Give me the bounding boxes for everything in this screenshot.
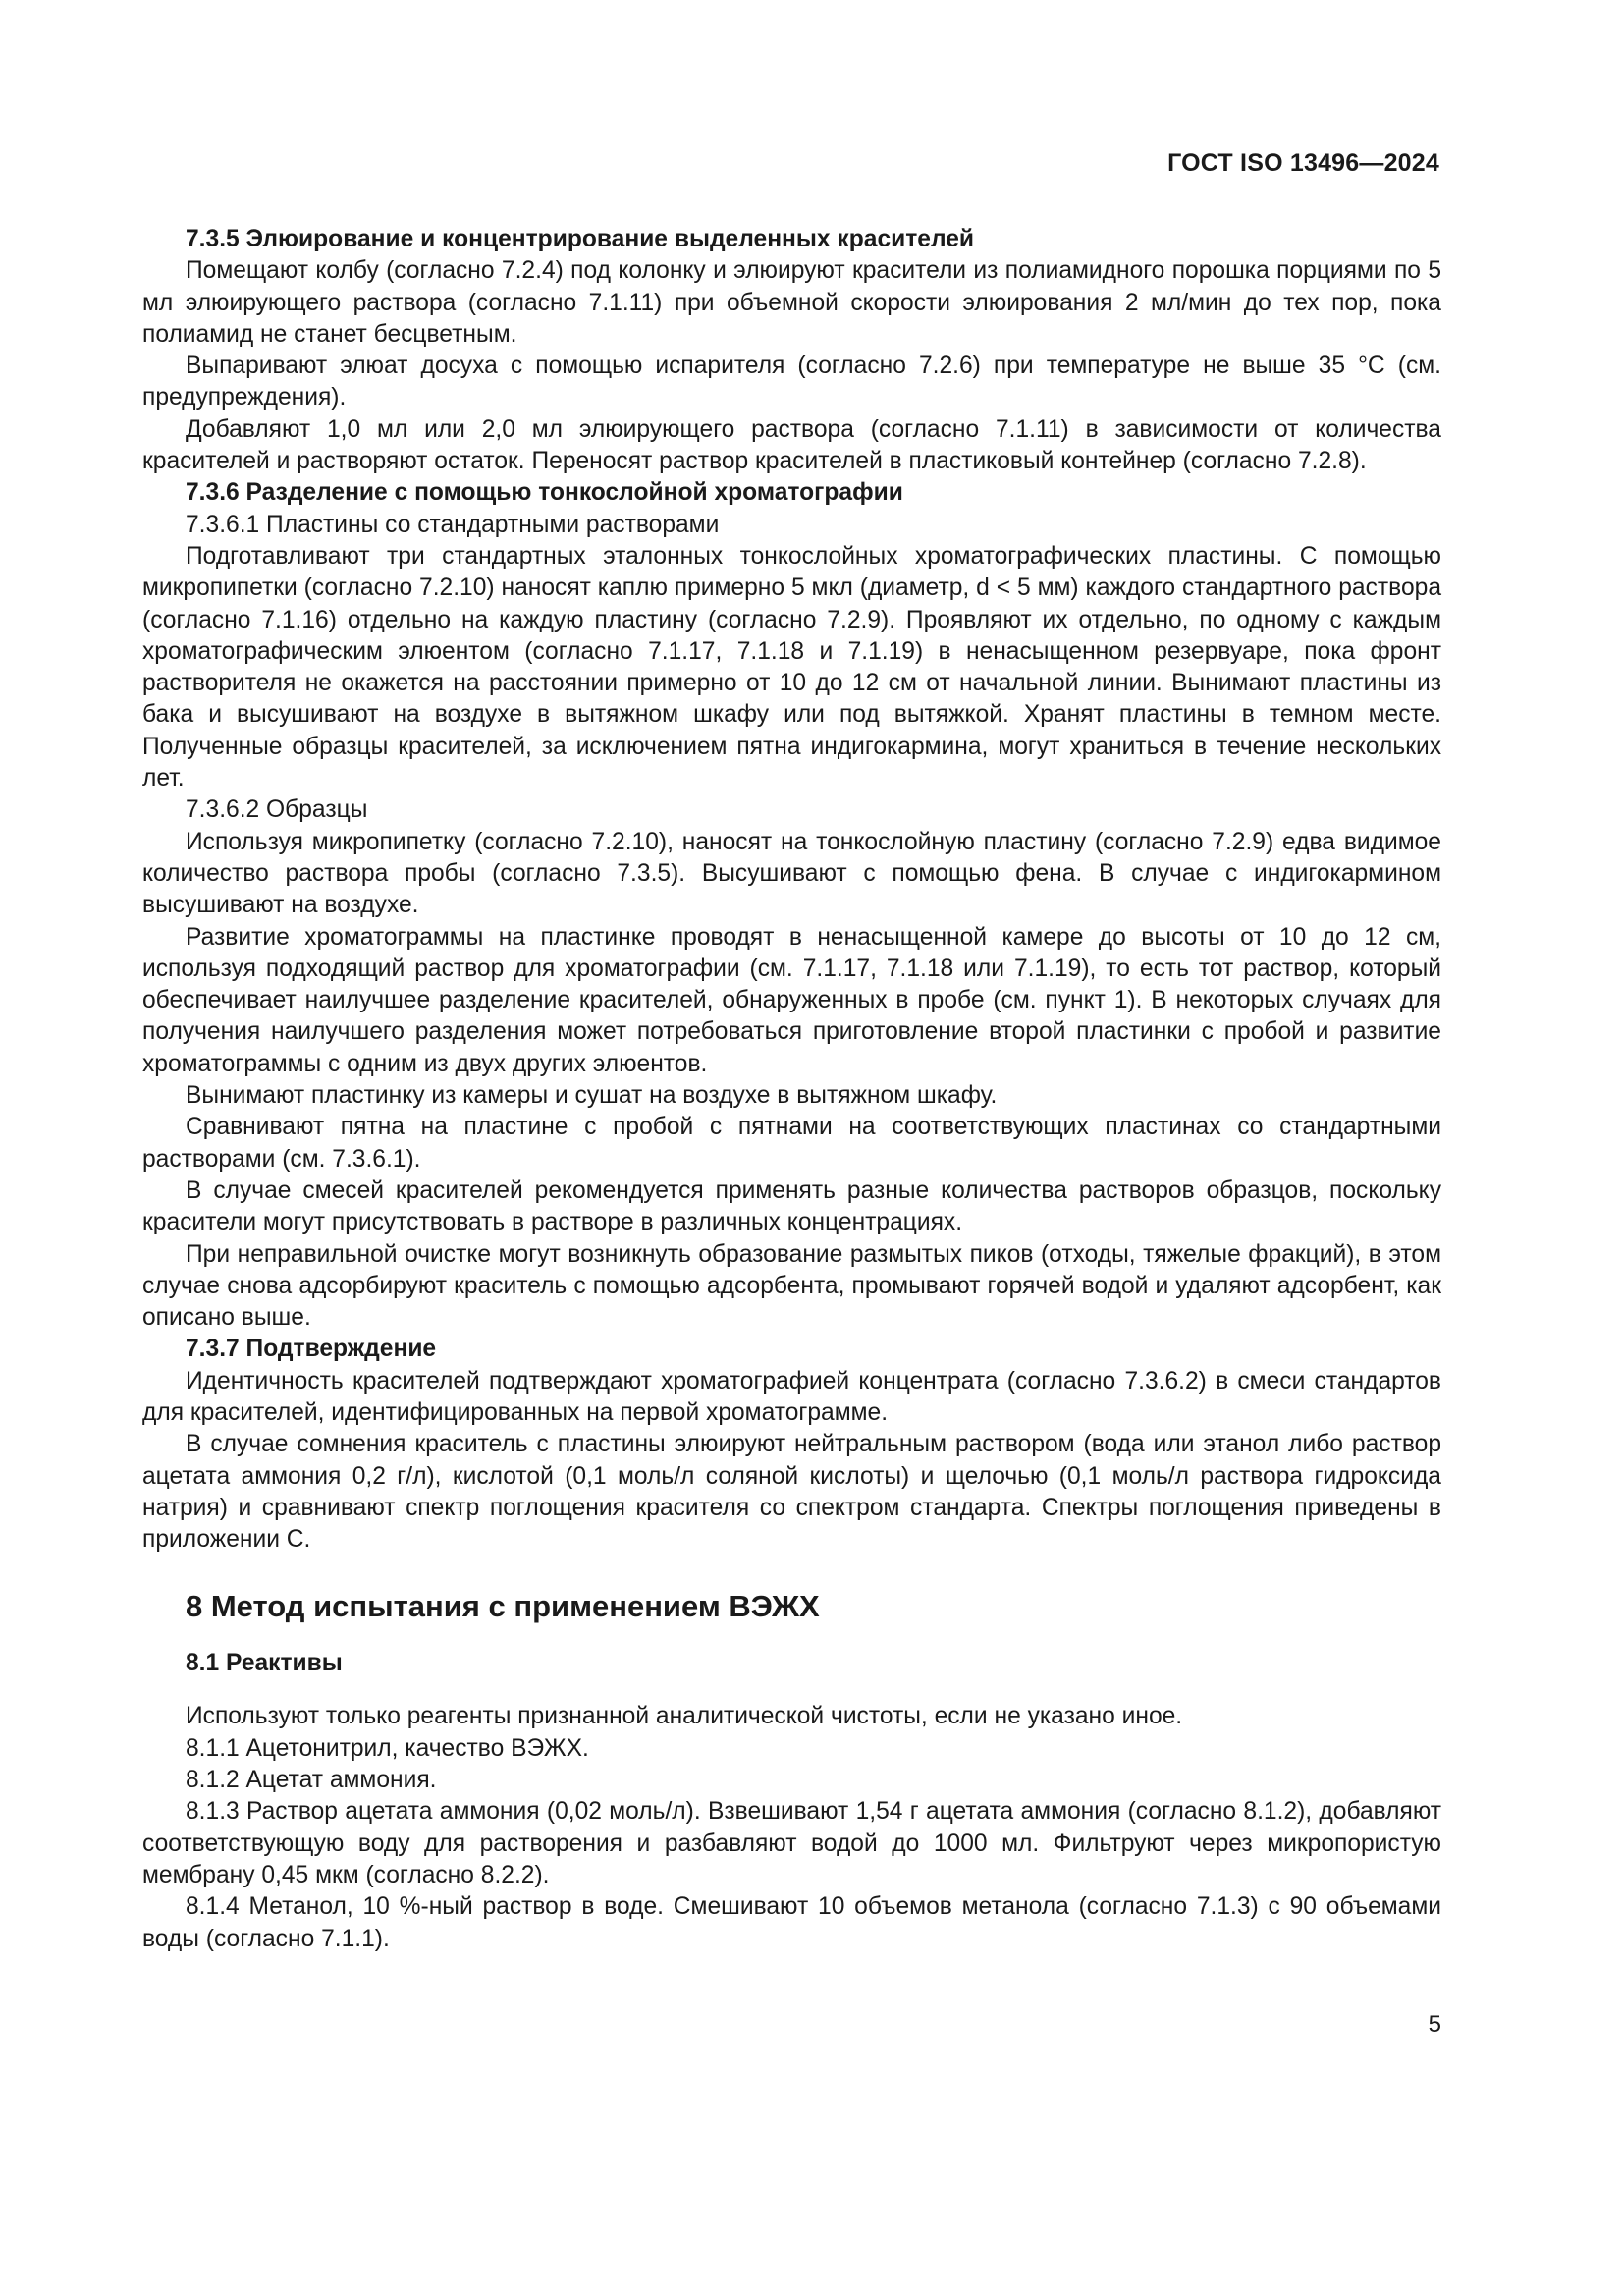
paragraph: Подготавливают три стандартных эталонных тонкослойных хроматографических пластины. С помощью микропипетки (согласно 7.2.10) наносят каплю примерно 5 мкл (диаметр, d < 5 мм) каждого стандартного раствора (согласно 7.1.16) отдельно на каждую пластину (согласно 7.2.9). Проявляют их отдельно, по одному с каждым хроматографическим элюентом (согласно 7.1.17, 7.1.18 и 7.1.19) в ненасыщенном резервуаре, пока фронт растворителя не окажется на расстоянии примерно от 10 до 12 см от начальной линии. Вынимают пластины из бака и высушивают на воздухе в вытяжном шкафу или под вытяжкой. Хранят пластины в темном месте. Полученные образцы красителей, за исключением пятна индигокармина, могут храниться в течение нескольких лет.: [142, 542, 1441, 793]
section-7-3-5-heading: 7.3.5 Элюирование и концентрирование выделенных красителей: [186, 226, 975, 252]
paragraph: При неправильной очистке могут возникнуть образование размытых пиков (отходы, тяжелые фракций), в этом случае снова адсорбируют краситель с помощью адсорбента, промывают горячей водой и удаляют адсорбент, как описано выше.: [142, 1240, 1441, 1332]
paragraph: Выпаривают элюат досуха с помощью испарителя (согласно 7.2.6) при температуре не выше 35 °С (см. предупреждения).: [142, 353, 1441, 411]
paragraph: Добавляют 1,0 мл или 2,0 мл элюирующего раствора (согласно 7.1.11) в зависимости от количества красителей и растворяют остаток. Переносят раствор красителей в пластиковый контейнер (согласно 7.2.8).: [142, 415, 1441, 475]
section-8-1-heading: 8.1 Реактивы: [186, 1650, 343, 1677]
paragraph: Вынимают пластинку из камеры и сушат на воздухе в вытяжном шкафу.: [186, 1082, 998, 1110]
section-7-3-7-heading: 7.3.7 Подтверждение: [186, 1336, 437, 1363]
item-8-1-2: 8.1.2 Ацетат аммония.: [186, 1767, 437, 1794]
section-7-3-6-heading: 7.3.6 Разделение с помощью тонкослойной хроматографии: [186, 479, 903, 507]
document-body: [142, 224, 1441, 1955]
standard-code-header: ГОСТ ISO 13496—2024: [1167, 149, 1439, 177]
page-number: 5: [1428, 2011, 1441, 2038]
paragraph: Развитие хроматограммы на пластинке проводят в ненасыщенной камере до высоты от 10 до 12 см, используя подходящий раствор для хроматографии (см. 7.1.17, 7.1.18 или 7.1.19), то есть тот раствор, который обеспечивает наилучшее разделение красителей, обнаруженных в пробе (см. пункт 1). В некоторых случаях для получения наилучшего разделения может потребоваться приготовление второй пластинки с пробой и развитие хроматограммы с одним из двух других элюентов.: [142, 923, 1441, 1077]
paragraph: Используют только реагенты признанной аналитической чистоты, если не указано иное.: [186, 1703, 1183, 1730]
paragraph: Используя микропипетку (согласно 7.2.10), наносят на тонкослойную пластину (согласно 7.2.9) едва видимое количество раствора пробы (согласно 7.3.5). Высушивают с помощью фена. В случае с индигокармином высушивают на воздухе.: [142, 828, 1441, 919]
item-8-1-1: 8.1.1 Ацетонитрил, качество ВЭЖХ.: [186, 1734, 589, 1762]
section-7-3-6-2-heading: 7.3.6.2 Образцы: [186, 796, 368, 824]
paragraph: В случае смесей красителей рекомендуется применять разные количества растворов образцов, поскольку красители могут присутствовать в растворе в различных концентрациях.: [142, 1176, 1441, 1236]
section-7-3-6-1-heading: 7.3.6.1 Пластины со стандартными растворами: [186, 511, 720, 538]
item-8-1-3: 8.1.3 Раствор ацетата аммония (0,02 моль/л). Взвешивают 1,54 г ацетата аммония (согласно 8.1.2), добавляют соответствующую воду для растворения и разбавляют водой до 1000 мл. Фильтруют через микропористую мембрану 0,45 мкм (согласно 8.2.2).: [142, 1798, 1441, 1888]
paragraph: Идентичность красителей подтверждают хроматографией концентрата (согласно 7.3.6.2) в смеси стандартов для красителей, идентифицированных на первой хроматограмме.: [142, 1367, 1441, 1426]
section-8-heading: 8 Метод испытания с применением ВЭЖХ: [186, 1589, 820, 1624]
paragraph: В случае сомнения краситель с пластины элюируют нейтральным раствором (вода или этанол либо раствор ацетата аммония 0,2 г/л), кислотой (0,1 моль/л соляной кислоты) и щелочью (0,1 моль/л раствора гидроксида натрия) и сравнивают спектр поглощения красителя со спектром стандарта. Спектры поглощения приведены в приложении С.: [142, 1431, 1441, 1554]
paragraph: Помещают колбу (согласно 7.2.4) под колонку и элюируют красители из полиамидного порошка порциями по 5 мл элюирующего раствора (согласно 7.1.11) при объемной скорости элюирования 2 мл/мин до тех пор, пока полиамид не станет бесцветным.: [142, 257, 1441, 348]
paragraph: Сравнивают пятна на пластине с пробой с пятнами на соответствующих пластинах со стандартными растворами (см. 7.3.6.1).: [142, 1114, 1441, 1173]
item-8-1-4: 8.1.4 Метанол, 10 %-ный раствор в воде. Смешивают 10 объемов метанола (согласно 7.1.3) с 90 объемами воды (согласно 7.1.1).: [142, 1893, 1441, 1952]
